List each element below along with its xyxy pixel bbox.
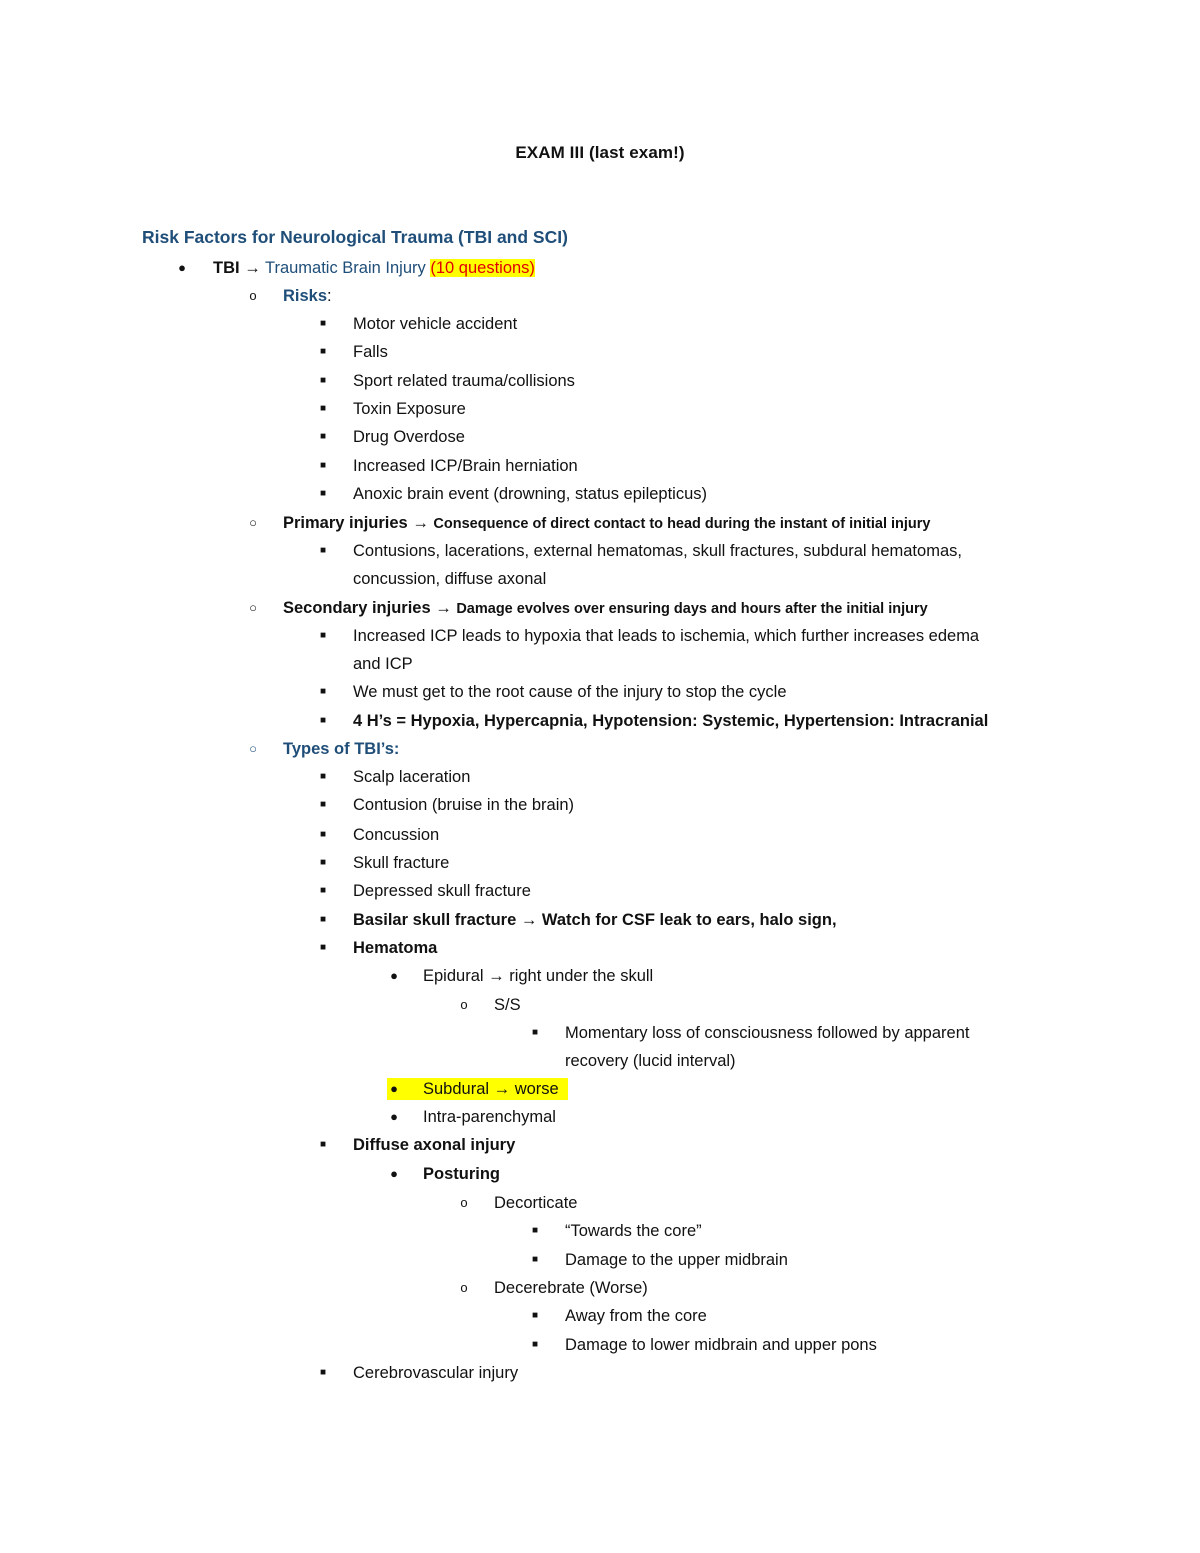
bullet-circle-icon: ○ — [249, 741, 257, 756]
list-item: ■ Diffuse axonal injury — [0, 1131, 1200, 1159]
list-item-primary-injuries — [0, 509, 1200, 537]
bullet-square-icon: ■ — [319, 431, 327, 442]
list-item: ■ Skull fracture — [0, 849, 1200, 877]
primary-label: Primary injuries — [283, 514, 408, 532]
bullet-dot-icon: ● — [390, 1081, 398, 1096]
list-item: ■ Hematoma — [0, 934, 1200, 962]
list-item: ■ Contusion (bruise in the brain) — [0, 791, 1200, 819]
list-item: o Decerebrate (Worse) — [0, 1274, 1200, 1302]
list-item: ■ Sport related trauma/collisions — [0, 367, 1200, 395]
list-item: o Decorticate — [0, 1189, 1200, 1217]
bullet-square-icon: ■ — [531, 1339, 539, 1350]
list-item: ● Epidural → right under the skull — [0, 962, 1200, 990]
list-item: ■ Motor vehicle accident — [0, 310, 1200, 338]
bullet-square-icon: ■ — [319, 829, 327, 840]
list-item: ■ Depressed skull fracture — [0, 877, 1200, 905]
list-item: ■ Anoxic brain event (drowning, status epilepticus) — [0, 480, 1200, 508]
bullet-circle-icon: o — [460, 1280, 468, 1295]
bullet-square-icon: ■ — [319, 942, 327, 953]
bullet-square-icon: ■ — [319, 857, 327, 868]
bullet-square-icon: ■ — [319, 346, 327, 357]
bullet-circle-icon: ○ — [249, 515, 257, 530]
list-item: ■ Damage to lower midbrain and upper pons — [0, 1331, 1200, 1359]
list-item-types — [0, 735, 1200, 763]
bullet-dot-icon: ● — [390, 968, 398, 983]
list-item: ■ Drug Overdose — [0, 423, 1200, 451]
arrow-icon: → — [412, 514, 429, 532]
list-item-continuation: concussion, diffuse axonal — [353, 570, 547, 588]
list-item: ■ Scalp laceration — [0, 763, 1200, 791]
bullet-square-icon: ■ — [319, 799, 327, 810]
bullet-square-icon: ■ — [319, 545, 327, 556]
bullet-dot-icon: ● — [390, 1166, 398, 1181]
bullet-square-icon: ■ — [319, 630, 327, 641]
list-item-continuation: recovery (lucid interval) — [565, 1052, 736, 1070]
bullet-square-icon: ■ — [319, 375, 327, 386]
secondary-desc: Damage evolves over ensuring days and hours after the initial injury — [456, 601, 928, 617]
list-item: ■ Away from the core — [0, 1302, 1200, 1330]
bullet-square-icon: ■ — [319, 885, 327, 896]
list-item-risks — [0, 282, 1200, 310]
list-item: ■ Increased ICP/Brain herniation — [0, 452, 1200, 480]
types-label: Types of TBI’s: — [283, 740, 400, 758]
tbi-note: (10 questions) — [430, 259, 535, 277]
list-item: o S/S — [0, 991, 1200, 1019]
risks-colon: : — [327, 287, 332, 305]
list-item: ■ Damage to the upper midbrain — [0, 1246, 1200, 1274]
list-item: ■ Increased ICP leads to hypoxia that leads to ischemia, which further increases edema — [0, 622, 1200, 650]
list-item-highlighted: ● Subdural → worse — [0, 1075, 1200, 1103]
bullet-circle-icon: ○ — [249, 600, 257, 615]
list-item: ■ 4 H’s = Hypoxia, Hypercapnia, Hypotension: Systemic, Hypertension: Intracranial — [0, 707, 1200, 735]
list-item: ■ Concussion — [0, 821, 1200, 849]
list-item: ■ Basilar skull fracture → Watch for CSF leak to ears, halo sign, — [0, 906, 1200, 934]
bullet-square-icon: ■ — [319, 1367, 327, 1378]
list-item: ● Intra-parenchymal — [0, 1103, 1200, 1131]
bullet-square-icon: ■ — [531, 1225, 539, 1236]
section-heading: Risk Factors for Neurological Trauma (TBI and SCI) — [142, 227, 568, 247]
list-item: ■ Contusions, lacerations, external hematomas, skull fractures, subdural hematomas, — [0, 537, 1200, 565]
list-item: ● Posturing — [0, 1160, 1200, 1188]
secondary-label: Secondary injuries — [283, 599, 431, 617]
bullet-square-icon: ■ — [319, 318, 327, 329]
list-item-tbi — [0, 254, 1200, 282]
bullet-square-icon: ■ — [531, 1027, 539, 1038]
tbi-name: Traumatic Brain Injury — [264, 259, 426, 277]
arrow-icon: → — [435, 599, 452, 617]
list-item: ■ We must get to the root cause of the injury to stop the cycle — [0, 678, 1200, 706]
bullet-square-icon: ■ — [319, 914, 327, 925]
tbi-label: TBI — [213, 259, 240, 277]
bullet-square-icon: ■ — [319, 1139, 327, 1150]
bullet-circle-icon: o — [460, 997, 468, 1012]
bullet-square-icon: ■ — [319, 771, 327, 782]
bullet-square-icon: ■ — [319, 460, 327, 471]
bullet-square-icon: ■ — [531, 1310, 539, 1321]
bullet-circle-icon: o — [249, 288, 257, 303]
bullet-dot-icon: ● — [390, 1109, 398, 1124]
bullet-square-icon: ■ — [319, 403, 327, 414]
list-item: ■ “Towards the core” — [0, 1217, 1200, 1245]
page-title: EXAM III (last exam!) — [515, 143, 685, 162]
bullet-circle-icon: o — [460, 1195, 468, 1210]
arrow-icon: → — [244, 259, 261, 277]
primary-desc: Consequence of direct contact to head during the instant of initial injury — [433, 516, 931, 532]
list-item-secondary-injuries — [0, 594, 1200, 622]
list-item: ■ Falls — [0, 338, 1200, 366]
list-item: ■ Cerebrovascular injury — [0, 1359, 1200, 1387]
bullet-square-icon: ■ — [319, 715, 327, 726]
risks-label: Risks — [283, 287, 328, 305]
bullet-dot-icon: ● — [178, 260, 186, 275]
bullet-square-icon: ■ — [319, 488, 327, 499]
bullet-square-icon: ■ — [531, 1254, 539, 1265]
list-item: ■ Toxin Exposure — [0, 395, 1200, 423]
list-item: ■ Momentary loss of consciousness followed by apparent — [0, 1019, 1200, 1047]
bullet-square-icon: ■ — [319, 686, 327, 697]
list-item-continuation: and ICP — [353, 655, 413, 673]
